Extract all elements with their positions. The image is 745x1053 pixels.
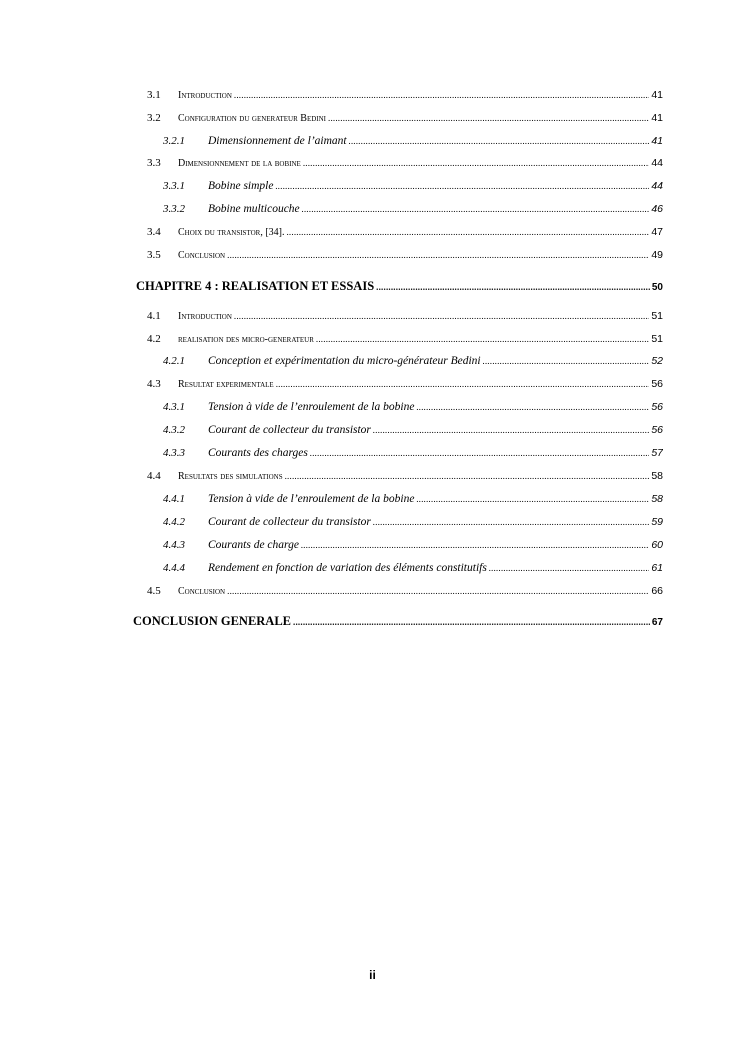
toc-title: Tension à vide de l’enroulement de la bobine: [208, 493, 415, 505]
toc-page: 60: [651, 539, 663, 551]
toc-page: 47: [651, 226, 663, 238]
toc-title: CHAPITRE 4 : REALISATION ET ESSAIS: [136, 279, 375, 293]
toc-title: Rendement en fonction de variation des éléments constitutifs: [208, 562, 487, 574]
toc-page: 67: [651, 617, 663, 628]
leader-dots: [301, 540, 649, 550]
toc-number: 3.2: [147, 112, 161, 124]
toc-number: 4.1: [147, 310, 161, 322]
leader-dots: [328, 113, 649, 123]
leader-dots: [286, 227, 649, 237]
toc-number: 3.3: [147, 157, 161, 169]
toc-title: Courant de collecteur du transistor: [208, 516, 371, 528]
toc-page: 41: [651, 135, 663, 147]
toc-page: 51: [651, 333, 663, 345]
toc-number: 3.2.1: [163, 135, 185, 147]
toc-title: Resultats des simulations: [178, 471, 283, 482]
toc-entry-4-2-1[interactable]: [163, 355, 663, 367]
leader-dots: [285, 471, 650, 481]
toc-title: Conception et expérimentation du micro-générateur Bedini: [208, 355, 481, 367]
page-number: ii: [369, 968, 376, 982]
toc-entry-4-3-3[interactable]: [163, 447, 663, 459]
toc-entry-3-4[interactable]: [147, 226, 663, 238]
leader-dots: [276, 379, 650, 389]
toc-entry-4-3-2[interactable]: [163, 424, 663, 436]
toc-page: 41: [651, 112, 663, 124]
toc-page: 58: [651, 470, 663, 482]
toc-entry-3-2-1[interactable]: [163, 135, 663, 147]
toc-number: 4.2: [147, 333, 161, 345]
toc-entry-4-4-2[interactable]: [163, 516, 663, 528]
leader-dots: [489, 563, 649, 573]
toc-page: 44: [651, 180, 663, 192]
toc-title: Configuration du generateur Bedini: [178, 113, 326, 124]
toc-entry-4-1[interactable]: [147, 310, 663, 322]
toc-page: 49: [651, 249, 663, 261]
toc-page: 51: [651, 310, 663, 322]
leader-dots: [316, 334, 649, 344]
toc-number: 4.3: [147, 378, 161, 390]
toc-number: 4.2.1: [163, 355, 185, 367]
toc-entry-4-4-1[interactable]: [163, 493, 663, 505]
leader-dots: [275, 181, 649, 191]
toc-entry-3-2[interactable]: [147, 112, 663, 124]
toc-entry-4-4-3[interactable]: [163, 539, 663, 551]
toc-page: 46: [651, 203, 663, 215]
leader-dots: [302, 204, 650, 214]
toc-number: 3.5: [147, 249, 161, 261]
toc-title: Courants des charges: [208, 447, 308, 459]
toc-title: Introduction: [178, 311, 232, 322]
leader-dots: [483, 356, 650, 366]
toc-page: 58: [651, 493, 663, 505]
toc-title: Courant de collecteur du transistor: [208, 424, 371, 436]
toc-title: Dimensionnement de la bobine: [178, 158, 301, 169]
toc-chapter-4[interactable]: [136, 279, 663, 294]
toc-title: realisation des micro-generateur: [178, 334, 314, 345]
leader-dots: [234, 90, 649, 100]
leader-dots: [227, 586, 649, 596]
toc-title: Conclusion: [178, 586, 226, 597]
toc-page: 56: [651, 424, 663, 436]
toc-entry-3-3[interactable]: [147, 157, 663, 169]
leader-dots: [310, 448, 649, 458]
toc-entry-3-3-2[interactable]: [163, 203, 663, 215]
toc-number: 3.3.2: [163, 203, 185, 215]
toc-number: 4.4.2: [163, 516, 185, 528]
leader-dots: [373, 517, 649, 527]
toc-number: 4.4: [147, 470, 161, 482]
toc-entry-3-3-1[interactable]: [163, 180, 663, 192]
toc-number: 4.4.1: [163, 493, 185, 505]
leader-dots: [416, 402, 649, 412]
toc-page: 56: [651, 378, 663, 390]
toc-number: 4.5: [147, 585, 161, 597]
toc-title: Tension à vide de l’enroulement de la bobine: [208, 401, 415, 413]
toc-page: 44: [651, 157, 663, 169]
toc-entry-4-5[interactable]: [147, 585, 663, 597]
toc-page: 41: [651, 89, 663, 101]
leader-dots: [349, 136, 650, 146]
leader-dots: [293, 617, 650, 627]
toc-number: 3.4: [147, 226, 161, 238]
toc-entry-4-4-4[interactable]: [163, 562, 663, 574]
toc-title: Bobine multicouche: [208, 203, 300, 215]
toc-title: Conclusion: [178, 250, 226, 261]
toc-entry-3-1[interactable]: [147, 89, 663, 101]
toc-number: 4.3.2: [163, 424, 185, 436]
toc-page: 56: [651, 401, 663, 413]
toc-title: Dimensionnement de l’aimant: [208, 135, 347, 147]
toc-title: CONCLUSION GENERALE: [133, 614, 292, 628]
toc-title: Resultat experimentale: [178, 379, 274, 390]
toc-page: 59: [651, 516, 663, 528]
toc-conclusion-generale[interactable]: [133, 614, 663, 629]
leader-dots: [234, 311, 649, 321]
toc-entry-4-4[interactable]: [147, 470, 663, 482]
toc-page: 57: [651, 447, 663, 459]
toc-title: Choix du transistor, [34].: [178, 227, 285, 238]
toc-entry-4-3[interactable]: [147, 378, 663, 390]
toc-page: 61: [651, 562, 663, 574]
toc-title: Courants de charge: [208, 539, 299, 551]
leader-dots: [227, 250, 649, 260]
toc-entry-4-2[interactable]: [147, 333, 663, 345]
toc-number: 3.1: [147, 89, 161, 101]
leader-dots: [373, 425, 649, 435]
toc-number: 4.3.1: [163, 401, 185, 413]
toc-page: 50: [651, 282, 663, 293]
toc-page: 66: [651, 585, 663, 597]
toc-entry-4-3-1[interactable]: [163, 401, 663, 413]
toc-number: 4.4.4: [163, 562, 185, 574]
leader-dots: [416, 494, 649, 504]
toc-number: 3.3.1: [163, 180, 185, 192]
toc-entry-3-5[interactable]: [147, 249, 663, 261]
toc-number: 4.4.3: [163, 539, 185, 551]
toc-number: 4.3.3: [163, 447, 185, 459]
toc-page: 52: [651, 355, 663, 367]
leader-dots: [376, 282, 650, 292]
leader-dots: [303, 158, 649, 168]
toc-title: Bobine simple: [208, 180, 274, 192]
toc-title: Introduction: [178, 90, 232, 101]
